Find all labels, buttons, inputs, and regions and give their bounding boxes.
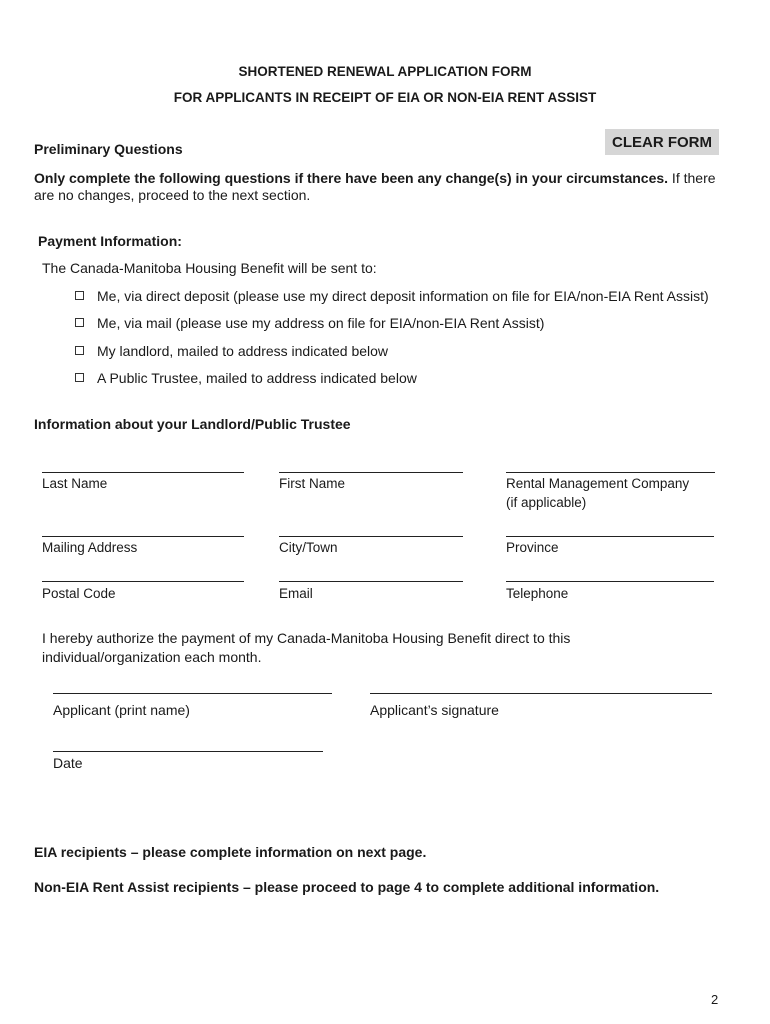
applicant-print-label: Applicant (print name): [53, 702, 190, 718]
option-label: Me, via direct deposit (please use my direct deposit information on file for EIA/non-EIA Rent Assist): [97, 288, 709, 304]
payment-intro: The Canada-Manitoba Housing Benefit will be sent to:: [42, 260, 377, 276]
province-label: Province: [506, 540, 559, 555]
company-field[interactable]: [506, 472, 715, 473]
landlord-heading: Information about your Landlord/Public Trustee: [34, 416, 351, 432]
postal-code-field[interactable]: [42, 581, 244, 582]
mailing-address-label: Mailing Address: [42, 540, 138, 555]
payment-option-landlord[interactable]: [75, 343, 388, 359]
first-name-field[interactable]: [279, 472, 463, 473]
telephone-label: Telephone: [506, 586, 569, 601]
province-field[interactable]: [506, 536, 714, 537]
form-title: SHORTENED RENEWAL APPLICATION FORM: [238, 64, 532, 79]
payment-option-mail[interactable]: [75, 315, 544, 331]
authorization-text-line1: I hereby authorize the payment of my Canada-Manitoba Housing Benefit direct to this: [42, 630, 571, 646]
postal-code-label: Postal Code: [42, 586, 116, 601]
checkbox-icon[interactable]: [75, 346, 84, 355]
payment-option-direct-deposit[interactable]: [75, 288, 709, 304]
instruction-rest: If there: [668, 170, 716, 186]
checkbox-icon[interactable]: [75, 318, 84, 327]
instruction-continuation: are no changes, proceed to the next section.: [34, 187, 311, 203]
option-label: Me, via mail (please use my address on file for EIA/non-EIA Rent Assist): [97, 315, 545, 331]
page-number: 2: [711, 992, 719, 1007]
clear-form-button[interactable]: CLEAR FORM: [605, 129, 719, 155]
instruction-bold: Only complete the following questions if there have been any change(s) in your circumstances.: [34, 170, 669, 186]
preliminary-instruction: [34, 170, 716, 186]
applicant-signature-label: Applicant’s signature: [370, 702, 499, 718]
city-label: City/Town: [279, 540, 338, 555]
option-label: A Public Trustee, mailed to address indicated below: [97, 370, 417, 386]
form-subtitle: FOR APPLICANTS IN RECEIPT OF EIA OR NON-EIA RENT ASSIST: [173, 90, 597, 105]
company-label: Rental Management Company: [506, 476, 690, 491]
checkbox-icon[interactable]: [75, 373, 84, 382]
first-name-label: First Name: [279, 476, 346, 491]
eia-note: EIA recipients – please complete information on next page.: [34, 844, 427, 860]
authorization-text-line2: individual/organization each month.: [42, 649, 262, 665]
payment-heading: Payment Information:: [38, 233, 182, 249]
option-label: My landlord, mailed to address indicated below: [97, 343, 389, 359]
payment-option-public-trustee[interactable]: [75, 370, 417, 386]
date-field[interactable]: [53, 751, 323, 752]
non-eia-note: Non-EIA Rent Assist recipients – please proceed to page 4 to complete additional information.: [34, 879, 660, 895]
company-note: (if applicable): [506, 495, 587, 510]
date-label: Date: [53, 755, 83, 771]
last-name-field[interactable]: [42, 472, 244, 473]
applicant-signature-field[interactable]: [370, 693, 712, 694]
applicant-print-name-field[interactable]: [53, 693, 332, 694]
email-label: Email: [279, 586, 313, 601]
checkbox-icon[interactable]: [75, 291, 84, 300]
last-name-label: Last Name: [42, 476, 108, 491]
mailing-address-field[interactable]: [42, 536, 244, 537]
email-field[interactable]: [279, 581, 463, 582]
telephone-field[interactable]: [506, 581, 714, 582]
city-field[interactable]: [279, 536, 463, 537]
preliminary-heading: Preliminary Questions: [34, 141, 183, 157]
